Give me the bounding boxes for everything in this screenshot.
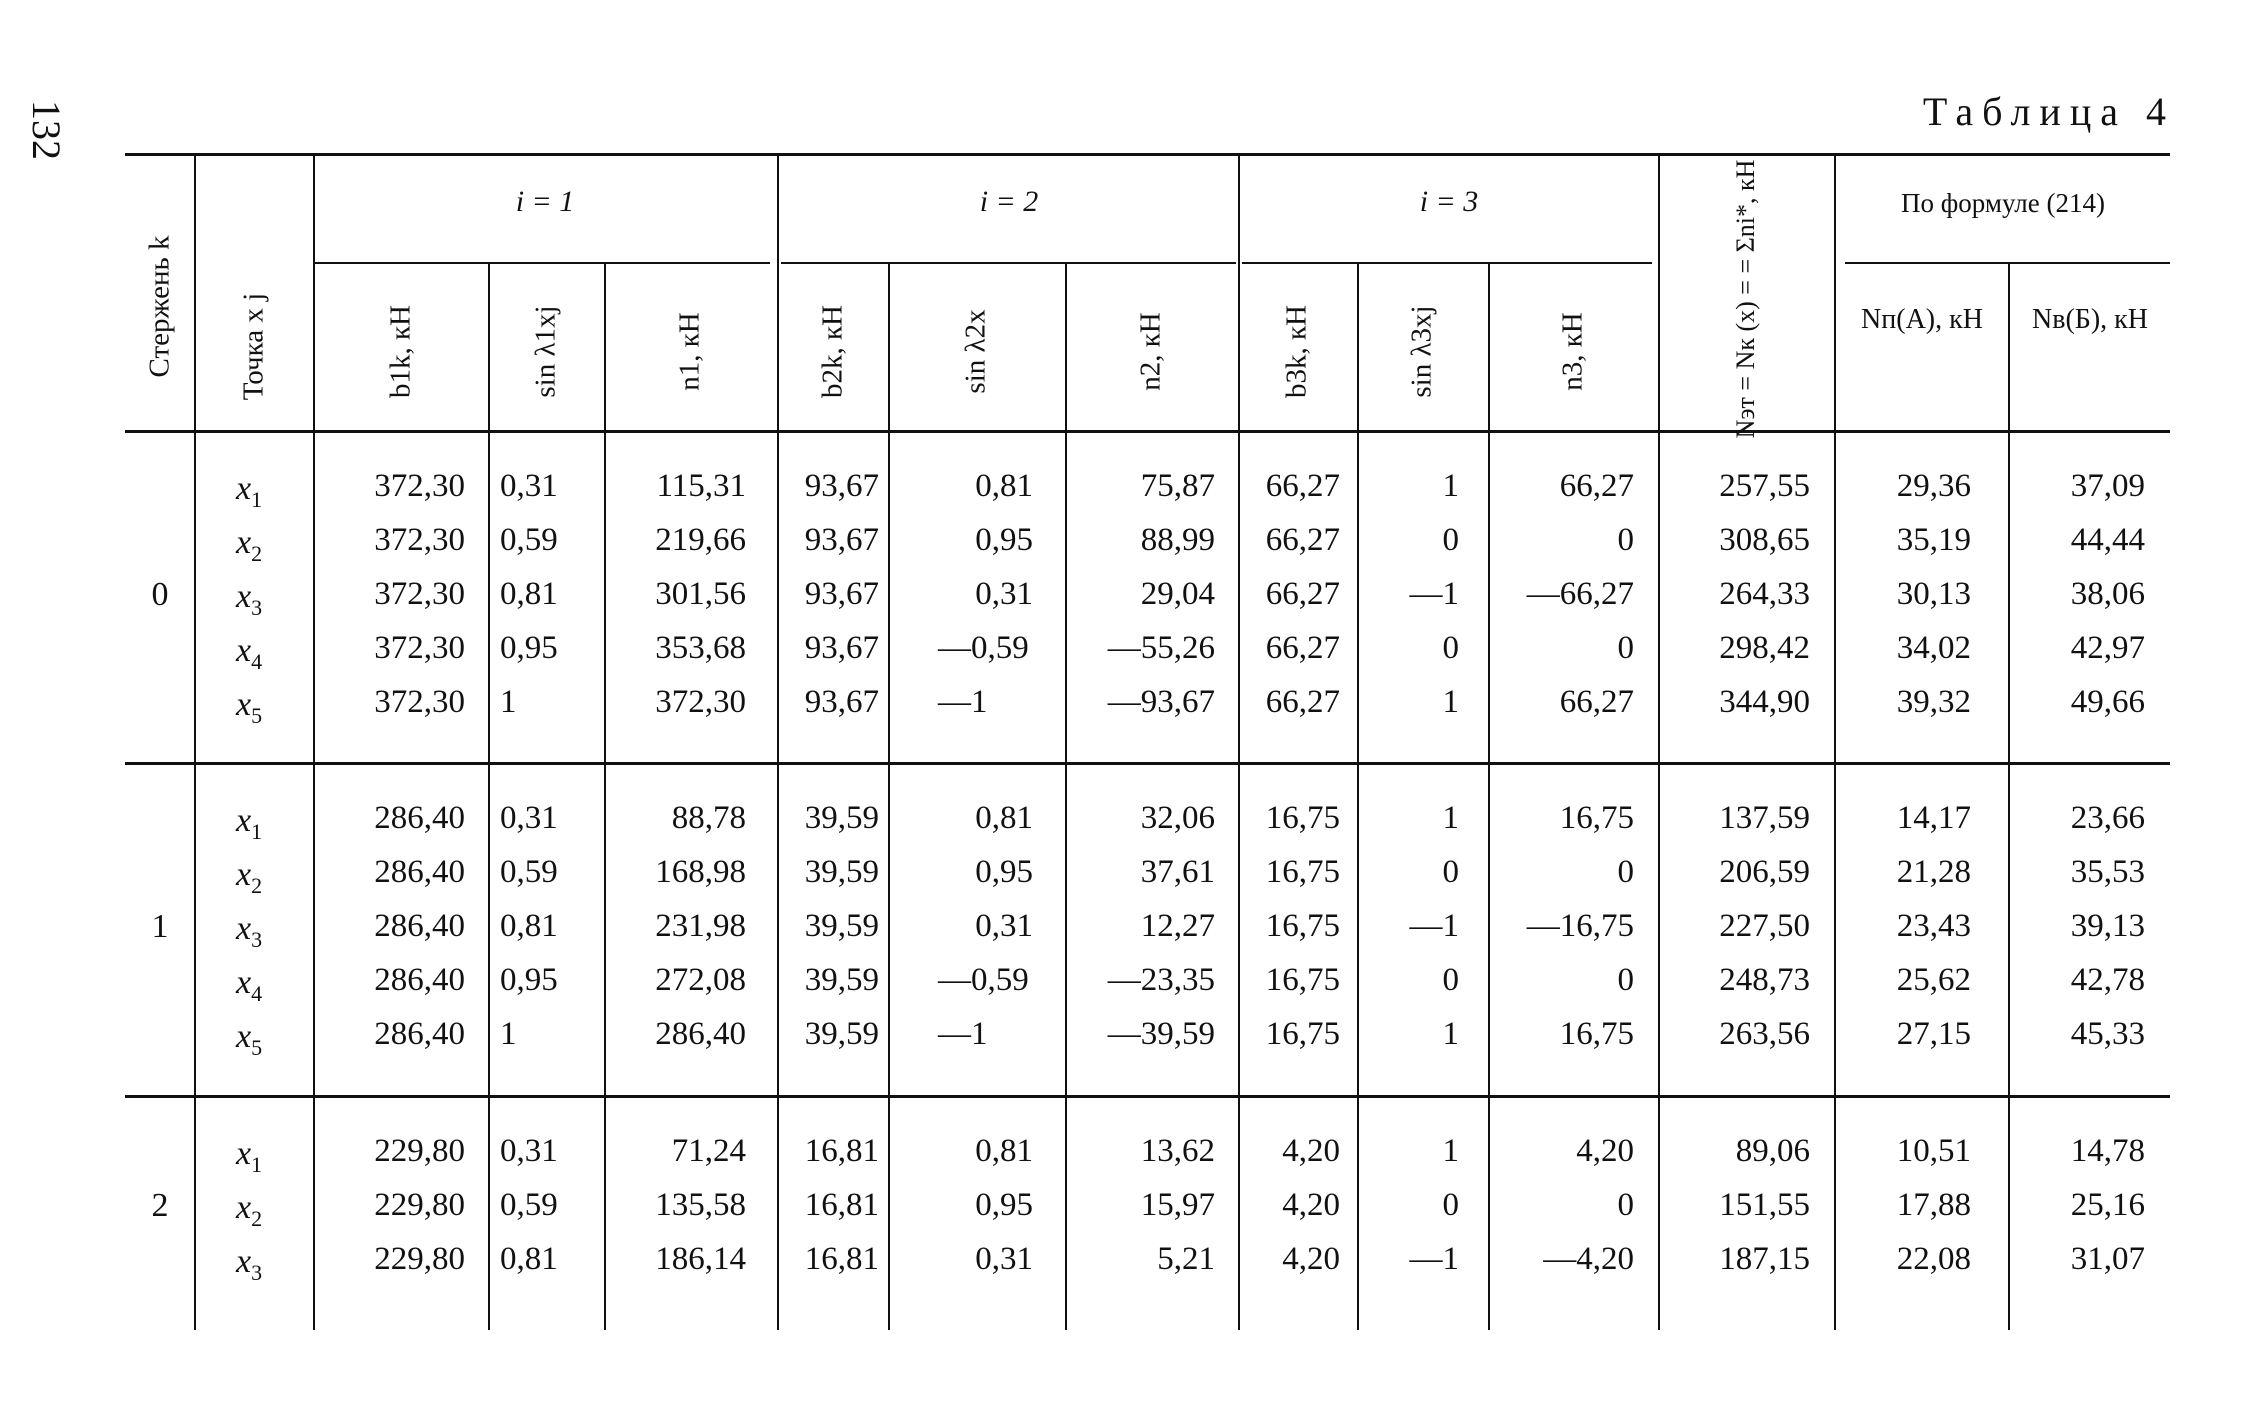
cell-b1: 372,30 bbox=[374, 522, 465, 558]
cell-sin1: 0,95 bbox=[500, 962, 558, 998]
cell-sin1: 0,95 bbox=[500, 630, 558, 666]
cell-n1: 353,68 bbox=[655, 630, 746, 666]
cell-b3: 66,27 bbox=[1265, 576, 1340, 612]
cell-sin3: —1 bbox=[1409, 1241, 1459, 1277]
cell-nb: 25,16 bbox=[2070, 1187, 2145, 1223]
cell-sin2: —1 bbox=[938, 684, 988, 720]
header-na: Nп(А), кН bbox=[1861, 304, 1983, 335]
cell-n1: 88,78 bbox=[671, 800, 746, 836]
cell-b3: 66,27 bbox=[1265, 630, 1340, 666]
header-b3: b3k, кН bbox=[1280, 304, 1313, 399]
cell-sin3: 0 bbox=[1442, 1187, 1459, 1223]
cell-sin1: 0,31 bbox=[500, 800, 558, 836]
cell-b3: 66,27 bbox=[1265, 522, 1340, 558]
cell-nb: 38,06 bbox=[2070, 576, 2145, 612]
cell-nb: 39,13 bbox=[2070, 908, 2145, 944]
cell-n3: 0 bbox=[1617, 630, 1634, 666]
cell-b1: 372,30 bbox=[374, 630, 465, 666]
cell-b2: 39,59 bbox=[804, 1016, 879, 1052]
cell-nsum: 308,65 bbox=[1719, 522, 1810, 558]
group-label-i1: i = 1 bbox=[515, 185, 575, 218]
cell-b1: 286,40 bbox=[374, 800, 465, 836]
cell-b1: 372,30 bbox=[374, 468, 465, 504]
rule-bar-1-bottom bbox=[125, 1095, 2170, 1098]
cell-nsum: 344,90 bbox=[1719, 684, 1810, 720]
cell-n1: 186,14 bbox=[655, 1241, 746, 1277]
group-label-i3: i = 3 bbox=[1419, 185, 1479, 218]
cell-sin2: 0,31 bbox=[975, 1241, 1033, 1277]
cell-nb: 49,66 bbox=[2070, 684, 2145, 720]
cell-n1: 71,24 bbox=[671, 1133, 746, 1169]
header-point: Точка x j bbox=[237, 292, 270, 401]
cell-b2: 39,59 bbox=[804, 854, 879, 890]
point-label: $x_1$ bbox=[236, 470, 263, 512]
cell-nb: 31,07 bbox=[2070, 1241, 2145, 1277]
cell-b1: 286,40 bbox=[374, 908, 465, 944]
cell-sin1: 0,59 bbox=[500, 1187, 558, 1223]
cell-n2: 12,27 bbox=[1140, 908, 1215, 944]
vrule-10 bbox=[1488, 264, 1490, 1330]
cell-na: 34,02 bbox=[1896, 630, 1971, 666]
bar-index: 1 bbox=[151, 908, 169, 945]
cell-n2: —55,26 bbox=[1107, 630, 1215, 666]
cell-sin1: 1 bbox=[500, 1016, 517, 1052]
cell-nsum: 263,56 bbox=[1719, 1016, 1810, 1052]
cell-n2: —93,67 bbox=[1107, 684, 1215, 720]
cell-b2: 93,67 bbox=[804, 576, 879, 612]
cell-b3: 16,75 bbox=[1265, 962, 1340, 998]
cell-nsum: 248,73 bbox=[1719, 962, 1810, 998]
point-label: $x_1$ bbox=[236, 802, 263, 844]
header-bar: Стержень k bbox=[143, 235, 176, 378]
cell-sin1: 0,31 bbox=[500, 1133, 558, 1169]
cell-b2: 93,67 bbox=[804, 684, 879, 720]
cell-n1: 301,56 bbox=[655, 576, 746, 612]
cell-n3: 66,27 bbox=[1559, 684, 1634, 720]
vrule-13 bbox=[2008, 264, 2010, 1330]
cell-sin3: 0 bbox=[1442, 522, 1459, 558]
cell-sin3: —1 bbox=[1409, 576, 1459, 612]
cell-na: 21,28 bbox=[1896, 854, 1971, 890]
cell-n1: 372,30 bbox=[655, 684, 746, 720]
header-n2: n2, кН bbox=[1134, 312, 1167, 391]
cell-nsum: 264,33 bbox=[1719, 576, 1810, 612]
cell-b2: 16,81 bbox=[804, 1133, 879, 1169]
vrule-7 bbox=[1065, 264, 1067, 1330]
vrule-1 bbox=[194, 153, 196, 1330]
rule-top bbox=[125, 153, 2170, 156]
cell-na: 27,15 bbox=[1896, 1016, 1971, 1052]
cell-b3: 4,20 bbox=[1282, 1241, 1340, 1277]
point-label: $x_3$ bbox=[236, 1243, 263, 1285]
header-n3: n3, кН bbox=[1556, 312, 1589, 391]
cell-na: 14,17 bbox=[1896, 800, 1971, 836]
cell-sin1: 0,81 bbox=[500, 908, 558, 944]
cell-nb: 14,78 bbox=[2070, 1133, 2145, 1169]
bar-index: 0 bbox=[151, 576, 169, 613]
point-label: $x_2$ bbox=[236, 524, 263, 566]
cell-b3: 4,20 bbox=[1282, 1133, 1340, 1169]
cell-n2: 15,97 bbox=[1140, 1187, 1215, 1223]
cell-sin2: 0,31 bbox=[975, 576, 1033, 612]
point-label: $x_3$ bbox=[236, 578, 263, 620]
cell-b2: 93,67 bbox=[804, 522, 879, 558]
cell-sin2: 0,95 bbox=[975, 522, 1033, 558]
cell-na: 25,62 bbox=[1896, 962, 1971, 998]
cell-b1: 229,80 bbox=[374, 1241, 465, 1277]
cell-n1: 272,08 bbox=[655, 962, 746, 998]
cell-sin3: 1 bbox=[1442, 684, 1459, 720]
cell-n3: 16,75 bbox=[1559, 1016, 1634, 1052]
cell-sin2: 0,95 bbox=[975, 1187, 1033, 1223]
cell-sin1: 0,59 bbox=[500, 854, 558, 890]
cell-nsum: 151,55 bbox=[1719, 1187, 1810, 1223]
header-sin3: sin λ3xj bbox=[1405, 305, 1438, 398]
cell-sin2: 0,95 bbox=[975, 854, 1033, 890]
cell-sin1: 1 bbox=[500, 684, 517, 720]
cell-sin1: 0,59 bbox=[500, 522, 558, 558]
cell-sin3: 1 bbox=[1442, 800, 1459, 836]
cell-n2: 32,06 bbox=[1140, 800, 1215, 836]
cell-n3: 0 bbox=[1617, 962, 1634, 998]
cell-sin2: 0,81 bbox=[975, 468, 1033, 504]
cell-n1: 115,31 bbox=[656, 468, 746, 504]
cell-n3: —16,75 bbox=[1526, 908, 1634, 944]
cell-sin2: 0,31 bbox=[975, 908, 1033, 944]
table-caption: Таблица 4 bbox=[1922, 89, 2175, 134]
cell-nb: 35,53 bbox=[2070, 854, 2145, 890]
cell-b3: 16,75 bbox=[1265, 1016, 1340, 1052]
cell-b3: 4,20 bbox=[1282, 1187, 1340, 1223]
cell-n2: 37,61 bbox=[1140, 854, 1215, 890]
cell-b1: 229,80 bbox=[374, 1187, 465, 1223]
cell-n2: 29,04 bbox=[1140, 576, 1215, 612]
cell-b1: 372,30 bbox=[374, 576, 465, 612]
cell-n2: —23,35 bbox=[1107, 962, 1215, 998]
cell-sin2: —0,59 bbox=[938, 630, 1029, 666]
cell-n3: 0 bbox=[1617, 1187, 1634, 1223]
cell-b1: 372,30 bbox=[374, 684, 465, 720]
cell-sin3: 0 bbox=[1442, 854, 1459, 890]
cell-n2: 13,62 bbox=[1140, 1133, 1215, 1169]
point-label: $x_2$ bbox=[236, 856, 263, 898]
cell-sin3: 1 bbox=[1442, 1133, 1459, 1169]
cell-nb: 42,97 bbox=[2070, 630, 2145, 666]
cell-nsum: 227,50 bbox=[1719, 908, 1810, 944]
group-label-i2: i = 2 bbox=[979, 185, 1039, 218]
point-label: $x_5$ bbox=[236, 686, 263, 728]
cell-sin3: 0 bbox=[1442, 630, 1459, 666]
cell-sin3: 1 bbox=[1442, 1016, 1459, 1052]
header-sin2: sin λ2x bbox=[959, 309, 992, 394]
cell-n3: 0 bbox=[1617, 854, 1634, 890]
cell-b2: 16,81 bbox=[804, 1187, 879, 1223]
cell-b2: 39,59 bbox=[804, 908, 879, 944]
cell-sin2: —0,59 bbox=[938, 962, 1029, 998]
cell-b2: 39,59 bbox=[804, 962, 879, 998]
cell-b1: 286,40 bbox=[374, 962, 465, 998]
cell-na: 10,51 bbox=[1896, 1133, 1971, 1169]
cell-b2: 16,81 bbox=[804, 1241, 879, 1277]
cell-sin3: 0 bbox=[1442, 962, 1459, 998]
cell-b3: 16,75 bbox=[1265, 908, 1340, 944]
cell-b3: 16,75 bbox=[1265, 854, 1340, 890]
cell-nb: 23,66 bbox=[2070, 800, 2145, 836]
cell-na: 23,43 bbox=[1896, 908, 1971, 944]
point-label: $x_3$ bbox=[236, 910, 263, 952]
cell-nsum: 187,15 bbox=[1719, 1241, 1810, 1277]
cell-nsum: 89,06 bbox=[1735, 1133, 1810, 1169]
rule-bar-0-bottom bbox=[125, 762, 2170, 765]
cell-n1: 219,66 bbox=[655, 522, 746, 558]
page-number: 132 bbox=[24, 100, 69, 160]
cell-na: 17,88 bbox=[1896, 1187, 1971, 1223]
cell-b2: 93,67 bbox=[804, 468, 879, 504]
cell-nsum: 137,59 bbox=[1719, 800, 1810, 836]
cell-n1: 135,58 bbox=[655, 1187, 746, 1223]
header-nb: Nв(Б), кН bbox=[2032, 304, 2148, 335]
group-label-formula: По формуле (214) bbox=[1901, 188, 2105, 218]
vrule-6 bbox=[888, 264, 890, 1330]
cell-nb: 44,44 bbox=[2070, 522, 2145, 558]
vrule-3 bbox=[488, 264, 490, 1330]
cell-n1: 286,40 bbox=[655, 1016, 746, 1052]
cell-b2: 39,59 bbox=[804, 800, 879, 836]
cell-b1: 229,80 bbox=[374, 1133, 465, 1169]
cell-sin1: 0,31 bbox=[500, 468, 558, 504]
cell-nb: 37,09 bbox=[2070, 468, 2145, 504]
cell-n3: 66,27 bbox=[1559, 468, 1634, 504]
cell-nb: 42,78 bbox=[2070, 962, 2145, 998]
point-label: $x_5$ bbox=[236, 1018, 263, 1060]
cell-nsum: 298,42 bbox=[1719, 630, 1810, 666]
cell-na: 39,32 bbox=[1896, 684, 1971, 720]
cell-n2: 88,99 bbox=[1140, 522, 1215, 558]
header-sin1: sin λ1xj bbox=[529, 305, 562, 398]
cell-n3: —4,20 bbox=[1543, 1241, 1634, 1277]
cell-sin3: —1 bbox=[1409, 908, 1459, 944]
cell-sin3: 1 bbox=[1442, 468, 1459, 504]
cell-nsum: 257,55 bbox=[1719, 468, 1810, 504]
cell-na: 29,36 bbox=[1896, 468, 1971, 504]
cell-n2: 5,21 bbox=[1157, 1241, 1215, 1277]
header-n1: n1, кН bbox=[673, 312, 706, 391]
vrule-9 bbox=[1357, 264, 1359, 1330]
cell-n3: 4,20 bbox=[1576, 1133, 1634, 1169]
cell-sin1: 0,81 bbox=[500, 576, 558, 612]
cell-n1: 231,98 bbox=[655, 908, 746, 944]
cell-b3: 66,27 bbox=[1265, 684, 1340, 720]
cell-na: 22,08 bbox=[1896, 1241, 1971, 1277]
cell-sin2: —1 bbox=[938, 1016, 988, 1052]
cell-b3: 66,27 bbox=[1265, 468, 1340, 504]
header-nsum: Nэт = Nк (x) = = Σni*, кН bbox=[1731, 159, 1760, 439]
cell-b1: 286,40 bbox=[374, 1016, 465, 1052]
point-label: $x_4$ bbox=[236, 964, 263, 1006]
cell-b1: 286,40 bbox=[374, 854, 465, 890]
header-b1: b1k, кН bbox=[384, 304, 417, 399]
cell-n2: —39,59 bbox=[1107, 1016, 1215, 1052]
cell-nb: 45,33 bbox=[2070, 1016, 2145, 1052]
header-b2: b2k, кН bbox=[816, 304, 849, 399]
bar-index: 2 bbox=[151, 1187, 169, 1224]
cell-b3: 16,75 bbox=[1265, 800, 1340, 836]
point-label: $x_4$ bbox=[236, 632, 263, 674]
cell-b2: 93,67 bbox=[804, 630, 879, 666]
cell-n1: 168,98 bbox=[655, 854, 746, 890]
cell-n3: 0 bbox=[1617, 522, 1634, 558]
cell-sin2: 0,81 bbox=[975, 1133, 1033, 1169]
point-label: $x_2$ bbox=[236, 1189, 263, 1231]
vrule-4 bbox=[604, 264, 606, 1330]
cell-nsum: 206,59 bbox=[1719, 854, 1810, 890]
point-label: $x_1$ bbox=[236, 1135, 263, 1177]
cell-sin2: 0,81 bbox=[975, 800, 1033, 836]
cell-na: 35,19 bbox=[1896, 522, 1971, 558]
cell-n3: 16,75 bbox=[1559, 800, 1634, 836]
cell-na: 30,13 bbox=[1896, 576, 1971, 612]
cell-n2: 75,87 bbox=[1140, 468, 1215, 504]
cell-sin1: 0,81 bbox=[500, 1241, 558, 1277]
cell-n3: —66,27 bbox=[1526, 576, 1634, 612]
